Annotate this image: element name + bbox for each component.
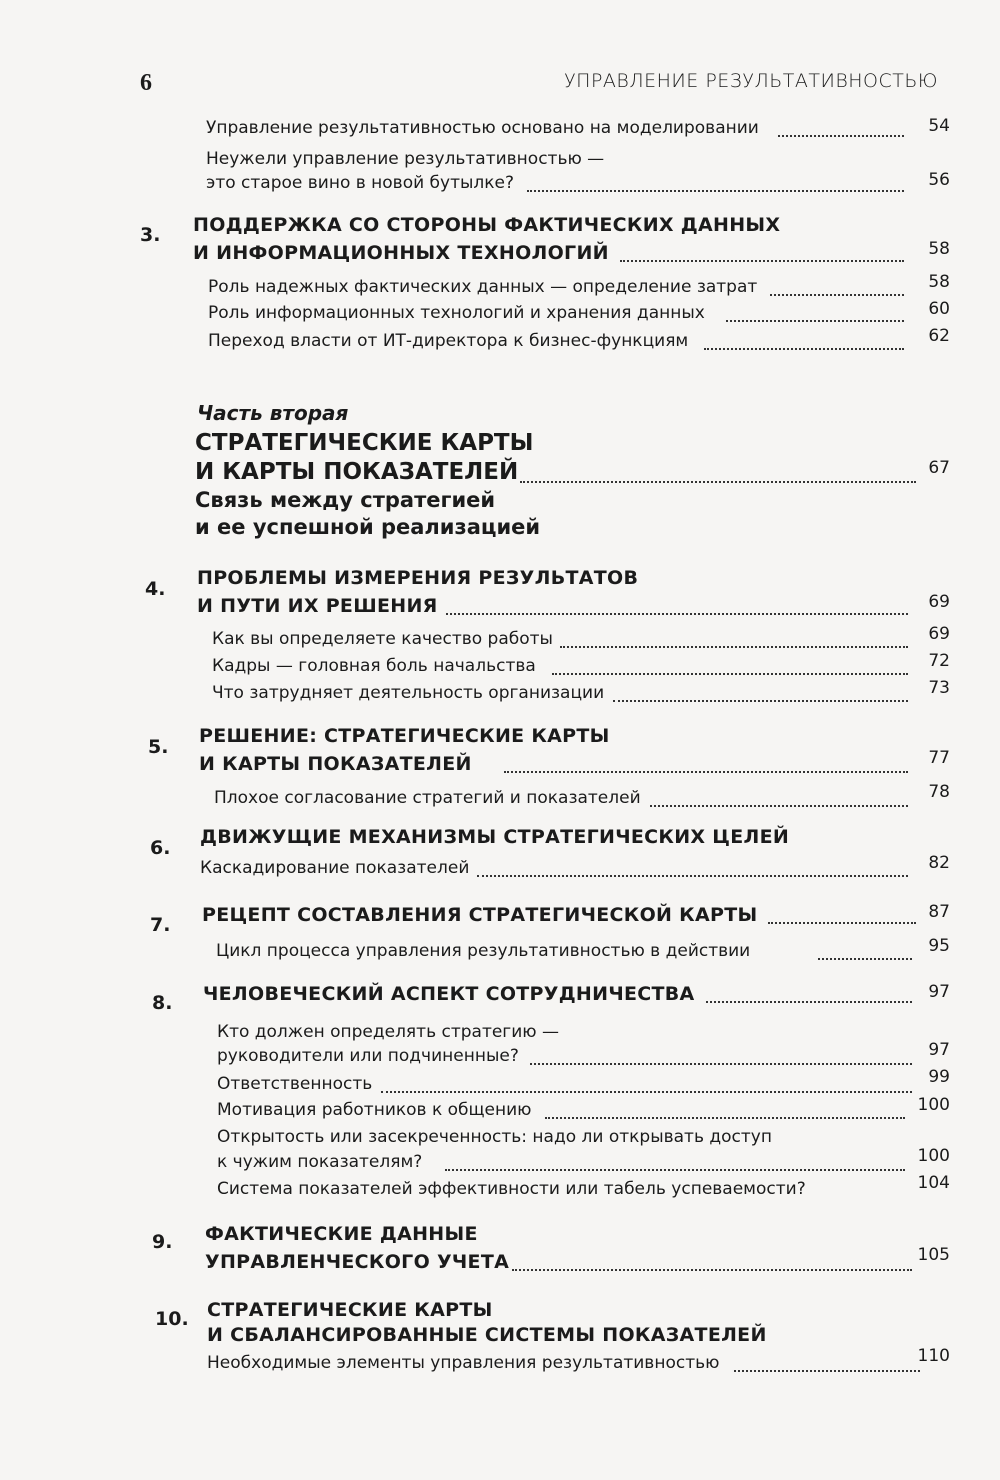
chapter-number: 9. [152,1231,173,1253]
chapter-number: 3. [140,224,161,246]
chapter-title-cont[interactable]: УПРАВЛЕНЧЕСКОГО УЧЕТА [205,1251,510,1273]
part-label: Часть вторая [197,401,349,425]
toc-section-title[interactable]: Плохое согласование стратегий и показателей [214,788,641,808]
leader-dots [734,1370,920,1372]
chapter-title[interactable]: ФАКТИЧЕСКИЕ ДАННЫЕ [205,1223,478,1245]
chapter-number: 8. [152,992,173,1014]
toc-section-title[interactable]: Кадры — головная боль начальства [212,656,536,676]
chapter-title-cont[interactable]: И ИНФОРМАЦИОННЫХ ТЕХНОЛОГИЙ [193,242,609,264]
running-title: УПРАВЛЕНИЕ РЕЗУЛЬТАТИВНОСТЬЮ [564,70,938,92]
toc-section-title[interactable]: Мотивация работников к общению [217,1100,532,1120]
part-title-cont[interactable]: И КАРТЫ ПОКАЗАТЕЛЕЙ [195,459,519,485]
toc-section-title[interactable]: Роль информационных технологий и хранения данных [208,303,705,323]
leader-dots [520,481,916,483]
page-number: 6 [140,70,152,96]
leader-dots [620,260,904,262]
toc-page-number: 62 [928,326,950,346]
chapter-title[interactable]: ЧЕЛОВЕЧЕСКИЙ АСПЕКТ СОТРУДНИЧЕСТВА [203,983,695,1005]
toc-page-number: 77 [928,748,950,768]
leader-dots [770,294,904,296]
toc-section-title-cont[interactable]: к чужим показателям? [217,1152,423,1172]
toc-page-number: 60 [928,299,950,319]
leader-dots [818,958,912,960]
toc-page-number: 54 [928,116,950,136]
leader-dots [545,1117,905,1119]
leader-dots [560,646,908,648]
leader-dots [704,348,904,350]
toc-section-title[interactable]: Управление результативностью основано на моделировании [206,118,759,138]
leader-dots [726,320,904,322]
chapter-number: 4. [145,578,166,600]
chapter-title[interactable]: ДВИЖУЩИЕ МЕХАНИЗМЫ СТРАТЕГИЧЕСКИХ ЦЕЛЕЙ [200,826,790,848]
toc-section-title[interactable]: Каскадирование показателей [200,858,470,878]
toc-section-title[interactable]: Ответственность [217,1074,373,1094]
toc-page-number: 100 [917,1095,950,1115]
toc-page-number: 82 [928,853,950,873]
toc-section-title[interactable]: Неужели управление результативностью — [206,149,605,169]
toc-page-number: 78 [928,782,950,802]
toc-section-title[interactable]: Кто должен определять стратегию — [217,1022,560,1042]
chapter-number: 7. [150,914,171,936]
part-subtitle-cont: и ее успешной реализацией [195,515,541,539]
toc-page-number: 105 [917,1245,950,1265]
toc-section-title[interactable]: Система показателей эффективности или табель успеваемости? [217,1179,806,1199]
leader-dots [445,1169,905,1171]
toc-section-title-cont[interactable]: руководители или подчиненные? [217,1046,519,1066]
toc-page-number: 69 [928,592,950,612]
toc-section-title[interactable]: Переход власти от ИТ-директора к бизнес-функциям [208,331,689,351]
chapter-number: 5. [148,736,169,758]
toc-section-title[interactable]: Роль надежных фактических данных — определение затрат [208,277,758,297]
toc-page-number: 110 [917,1346,950,1366]
toc-page-number: 58 [928,272,950,292]
toc-section-title[interactable]: Необходимые элементы управления результативностью [207,1353,720,1373]
toc-page-number: 99 [928,1067,950,1087]
toc-page-number: 104 [917,1173,950,1193]
leader-dots [446,613,908,615]
toc-page-number: 97 [928,982,950,1002]
toc-section-title[interactable]: Что затрудняет деятельность организации [212,683,605,703]
leader-dots [381,1091,912,1093]
part-subtitle: Связь между стратегией [195,488,496,512]
chapter-title[interactable]: ПОДДЕРЖКА СО СТОРОНЫ ФАКТИЧЕСКИХ ДАННЫХ [193,214,781,236]
leader-dots [650,805,908,807]
chapter-title[interactable]: РЕЦЕПТ СОСТАВЛЕНИЯ СТРАТЕГИЧЕСКОЙ КАРТЫ [202,904,758,926]
toc-section-title[interactable]: Цикл процесса управления результативностью в действии [216,941,751,961]
toc-page-number: 100 [917,1146,950,1166]
leader-dots [530,1063,912,1065]
chapter-title[interactable]: СТРАТЕГИЧЕСКИЕ КАРТЫ [207,1299,493,1321]
toc-page-number: 56 [928,170,950,190]
toc-page-number: 67 [928,458,950,478]
chapter-title[interactable]: РЕШЕНИЕ: СТРАТЕГИЧЕСКИЕ КАРТЫ [199,725,610,747]
toc-page-number: 95 [928,936,950,956]
toc-page-number: 72 [928,651,950,671]
chapter-title-cont[interactable]: И ПУТИ ИХ РЕШЕНИЯ [197,595,438,617]
part-title[interactable]: СТРАТЕГИЧЕСКИЕ КАРТЫ [195,430,534,456]
leader-dots [706,1001,912,1003]
leader-dots [613,700,908,702]
chapter-number: 10. [155,1308,189,1330]
toc-page-number: 58 [928,239,950,259]
chapter-title[interactable]: ПРОБЛЕМЫ ИЗМЕРЕНИЯ РЕЗУЛЬТАТОВ [197,567,639,589]
leader-dots [552,673,908,675]
leader-dots [512,1269,912,1271]
leader-dots [477,875,908,877]
chapter-title-cont[interactable]: И КАРТЫ ПОКАЗАТЕЛЕЙ [199,753,472,775]
toc-section-title[interactable]: Открытость или засекреченность: надо ли открывать доступ [217,1127,772,1147]
chapter-title-cont[interactable]: И СБАЛАНСИРОВАННЫЕ СИСТЕМЫ ПОКАЗАТЕЛЕЙ [207,1324,767,1346]
toc-section-title-cont[interactable]: это старое вино в новой бутылке? [206,173,515,193]
chapter-number: 6. [150,837,171,859]
toc-page-number: 97 [928,1040,950,1060]
leader-dots [527,190,904,192]
toc-page-number: 69 [928,624,950,644]
toc-section-title[interactable]: Как вы определяете качество работы [212,629,553,649]
toc-page-number: 73 [928,678,950,698]
toc-page-number: 87 [928,902,950,922]
leader-dots [504,771,908,773]
leader-dots [768,922,916,924]
leader-dots [778,135,904,137]
